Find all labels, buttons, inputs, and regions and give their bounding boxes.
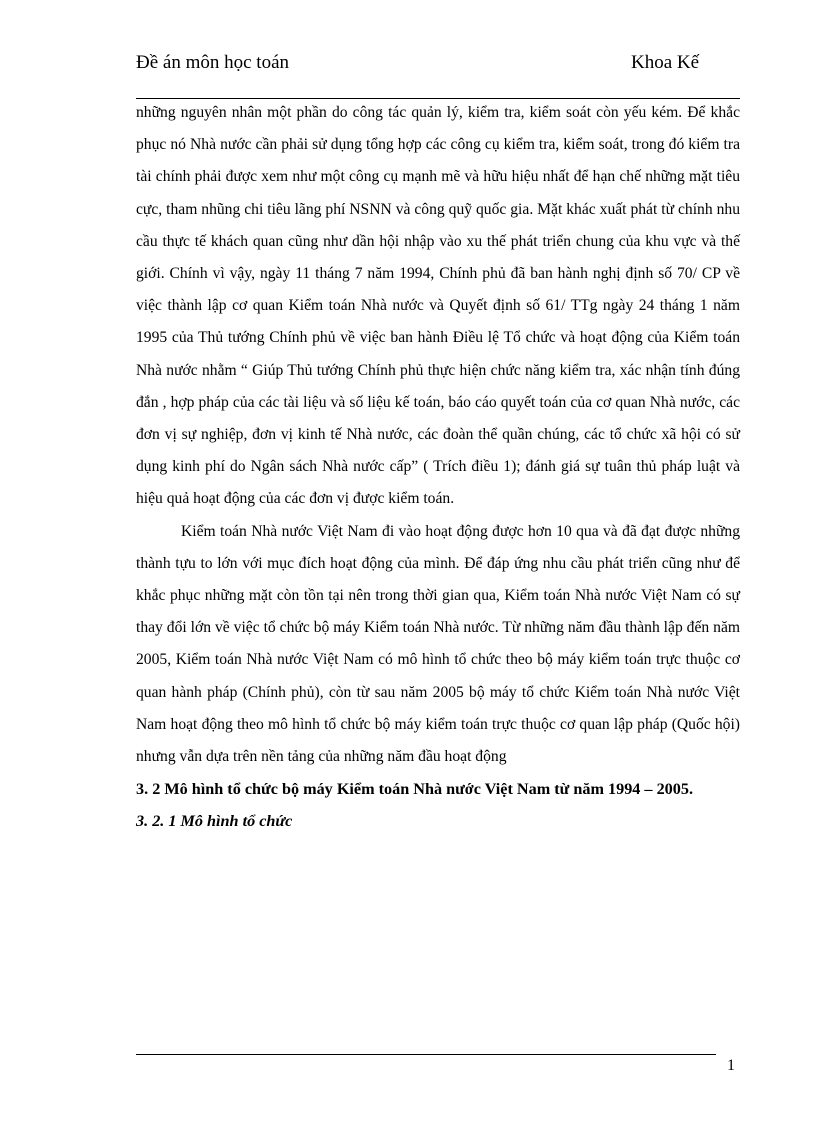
paragraph-2: Kiểm toán Nhà nước Việt Nam đi vào hoạt động được hơn 10 qua và đã đạt được những thành tựu to lớn với mục đích hoạt động của mình. Để đáp ứng nhu cầu phát triển cũng như để khắc phục những mặt còn tồn tại nên trong thời gian qua, Kiểm toán Nhà nước Việt Nam có sự thay đổi lớn về việc tổ chức bộ máy Kiểm toán Nhà nước. Từ những năm đầu thành lập đến năm 2005, Kiểm toán Nhà nước Việt Nam có mô hình tổ chức theo bộ máy kiểm toán trực thuộc cơ quan hành pháp (Chính phủ), còn từ sau năm 2005 bộ máy tổ chức Kiểm toán Nhà nước Việt Nam hoạt động theo mô hình tổ chức bộ máy kiểm toán trực thuộc cơ quan lập pháp (Quốc hội) nhưng vẫn dựa trên nền tảng của những năm đầu hoạt động	[136, 522, 740, 766]
page-number: 1	[727, 1057, 735, 1074]
paragraph-1: những nguyên nhân một phần do công tác quản lý, kiểm tra, kiểm soát còn yếu kém. Để khắc phục nó Nhà nước cần phải sử dụng tổng hợp các công cụ kiểm tra, kiểm soát, trong đó kiểm tra tài chính phải được xem như một công cụ mạnh mẽ và hữu hiệu nhất để hạn chế những mặt tiêu cực, tham nhũng chi tiêu lãng phí NSNN và công quỹ quốc gia. Mặt khác xuất phát từ chính nhu cầu thực tế khách quan cũng như dần hội nhập vào xu thế phát triển chung của khu vực và thế giới. Chính vì vậy, ngày 11 tháng 7 năm 1994, Chính phủ đã ban hành nghị định số 70/ CP về việc thành lập cơ quan Kiểm toán Nhà nước và Quyết định số 61/ TTg ngày 24 tháng 1 năm 1995 của Thủ tướng Chính phủ về việc ban hành Điều lệ Tổ chức và hoạt động của Kiểm toán Nhà nước nhằm “ Giúp Thủ tướng Chính phủ thực hiện chức năng kiểm tra, xác nhận tính đúng đắn , hợp pháp của các tài liệu và số liệu kế toán, báo cáo quyết toán của cơ quan Nhà nước, các đơn vị sự nghiệp, đơn vị kinh tế Nhà nước, các đoàn thể quần chúng, các tổ chức xã hội có sử dụng kinh phí do Ngân sách Nhà nước cấp” ( Trích điều 1); đánh giá sự tuân thủ pháp luật và hiệu quả hoạt động của các đơn vị được kiểm toán.	[136, 104, 740, 508]
header-right-text: Khoa Kế	[631, 52, 700, 73]
footer-rule	[136, 1054, 716, 1055]
subsection-heading: 3. 2. 1 Mô hình tổ chức	[136, 812, 293, 831]
header-left-text: Đề án môn học toán	[136, 52, 290, 73]
section-heading: 3. 2 Mô hình tổ chức bộ máy Kiểm toán Nhà nước Việt Nam từ năm 1994 – 2005.	[136, 780, 693, 799]
document-body	[136, 97, 740, 838]
